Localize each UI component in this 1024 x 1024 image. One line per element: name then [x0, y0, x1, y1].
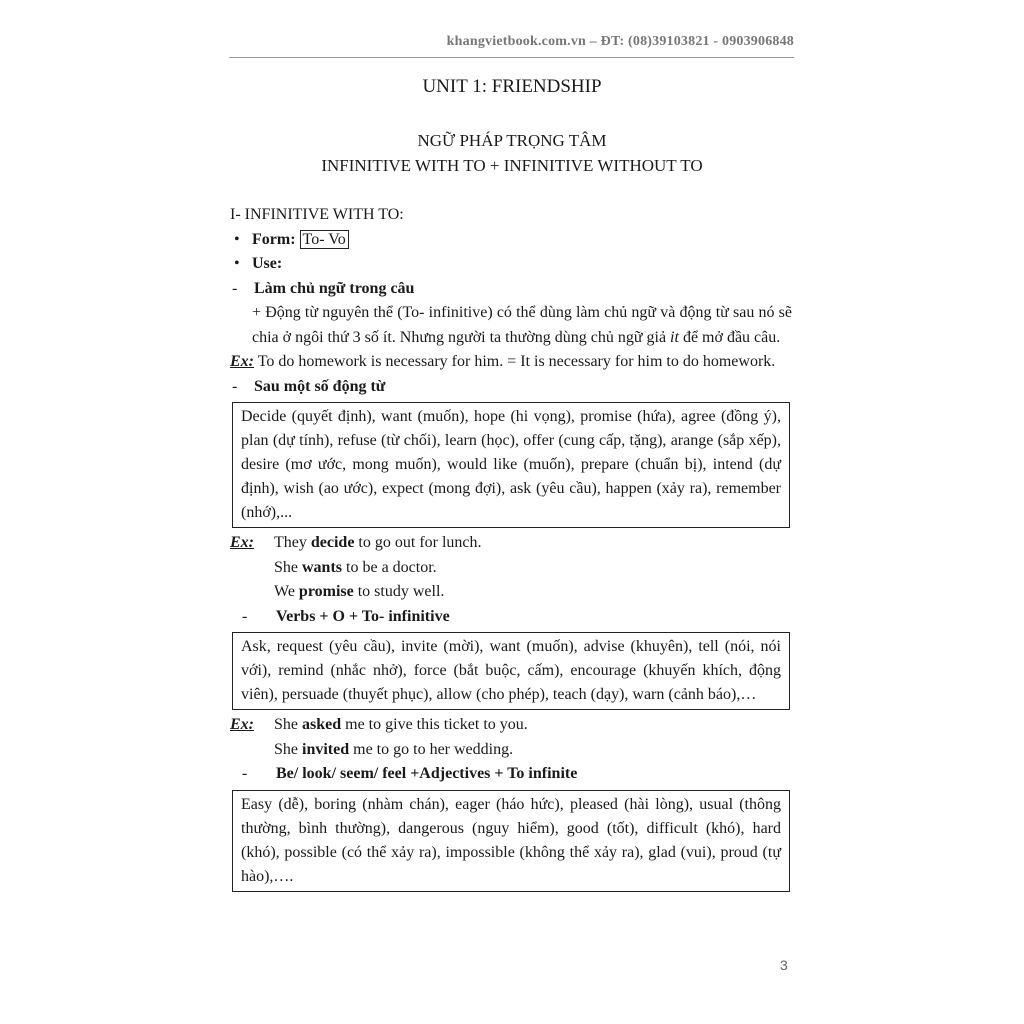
adjectives-heading: Be/ look/ seem/ feel +Adjectives + To infinite — [276, 765, 578, 782]
subject-para-text: + Động từ nguyên thể (To- infinitive) có thể dùng làm chủ ngữ và động từ sau nó sẽ chia ở ngôi thứ 3 số ít. Nhưng người ta thường dùng chủ ngữ giả — [252, 304, 792, 346]
example-line: She invited me to go to her wedding. — [274, 740, 514, 758]
after-verbs-box: Decide (quyết định), want (muốn), hope (hi vọng), promise (hứa), agree (đồng ý), plan (dự tính), refuse (từ chối), learn (học), offer (cung cấp, tặng), arange (sắp xếp), desire (mơ ước, mong muốn), would like (muốn), prepare (chuẩn bị), intend (dự định), wish (ao ước), expect (mong đợi), ask (yêu cầu), happen (xảy ra), remember (nhớ),... — [232, 402, 790, 528]
bullet-icon: • — [230, 255, 240, 272]
example-line: We promise to study well. — [274, 583, 445, 600]
verbs-o-heading-row — [230, 605, 792, 630]
use-row — [230, 252, 792, 277]
after-verbs-heading-row — [230, 375, 792, 400]
page-header: khangvietbook.com.vn – ĐT: (08)39103821 - 0903906848 — [446, 34, 794, 49]
unit-title: UNIT 1: FRIENDSHIP — [422, 76, 602, 97]
form-row — [230, 228, 792, 253]
subject-para-it: it — [670, 328, 679, 346]
example-line: She wants to be a doctor. — [274, 558, 437, 576]
example-label: Ex: — [230, 716, 254, 733]
page-number: 3 — [780, 957, 788, 973]
dash-icon: - — [232, 377, 238, 395]
dash-icon: - — [242, 607, 248, 625]
subject-heading: Làm chủ ngữ trong câu — [254, 279, 415, 297]
subject-paragraph — [230, 301, 792, 350]
document-body — [230, 203, 792, 895]
subject-example-text: To do homework is necessary for him. = It is necessary for him to do homework. — [257, 353, 776, 370]
section-heading: I- INFINITIVE WITH TO: — [230, 206, 404, 223]
after-verbs-examples — [230, 531, 792, 605]
example-line: They decide to go out for lunch. — [274, 534, 482, 551]
dash-icon: - — [232, 279, 238, 297]
example-label: Ex: — [230, 534, 254, 551]
adjectives-box: Easy (dễ), boring (nhàm chán), eager (háo hức), pleased (hài lòng), usual (thông thường, bình thường), dangerous (nguy hiểm), good (tốt), difficult (khó), hard (khó), possible (có thể xảy ra), impossible (không thể xảy ra), glad (vui), proud (tự hào),…. — [232, 790, 790, 892]
use-label: Use: — [252, 255, 283, 272]
example-line: She asked me to give this ticket to you. — [274, 716, 528, 733]
form-value: To- Vo — [300, 230, 349, 249]
verbs-o-heading: Verbs + O + To- infinitive — [276, 607, 450, 625]
subject-heading-row — [230, 277, 792, 302]
adjectives-heading-row — [230, 762, 792, 787]
grammar-title-line1: NGỮ PHÁP TRỌNG TÂM — [417, 131, 607, 150]
form-label: Form: — [252, 230, 296, 248]
bullet-icon: • — [230, 230, 240, 248]
after-verbs-heading: Sau một số động từ — [254, 377, 386, 395]
grammar-title-line2: INFINITIVE WITH TO + INFINITIVE WITHOUT TO — [321, 156, 703, 175]
example-label: Ex: — [230, 353, 254, 370]
dash-icon: - — [242, 765, 248, 782]
verbs-o-box: Ask, request (yêu cầu), invite (mời), want (muốn), advise (khuyên), tell (nói, nói với), remind (nhắc nhở), force (bắt buộc, cấm), encourage (khuyến khích, động viên), persuade (thuyết phục), allow (cho phép), teach (dạy), warn (cảnh báo),… — [232, 632, 790, 710]
header-rule — [229, 57, 794, 58]
subject-para-end: để mở đầu câu. — [678, 328, 781, 346]
verbs-o-examples — [230, 713, 792, 762]
subject-example — [230, 350, 792, 375]
grammar-title — [0, 128, 1024, 178]
